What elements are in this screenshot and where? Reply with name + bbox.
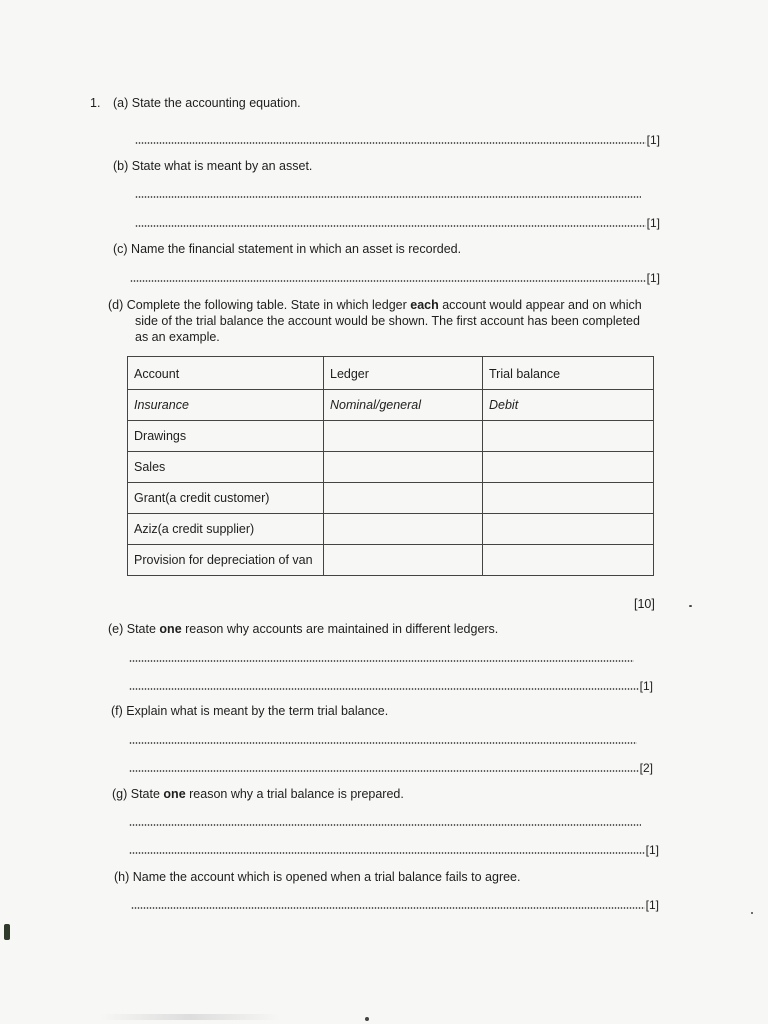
account-cell: Grant(a credit customer): [128, 483, 324, 514]
answer-line-h[interactable]: [131, 898, 659, 912]
ledger-table: [127, 356, 654, 576]
table-row-example: [128, 390, 654, 421]
trial-balance-answer-cell[interactable]: [483, 483, 654, 514]
example-ledger: Nominal/general: [324, 390, 483, 421]
scan-speck: [751, 912, 753, 914]
example-account: Insurance: [128, 390, 324, 421]
answer-line-e1[interactable]: [129, 651, 634, 665]
question-d-line2: side of the trial balance the account would be shown. The first account has been completed: [135, 314, 640, 328]
question-f-text: (f) Explain what is meant by the term trial balance.: [111, 704, 389, 718]
account-cell: Provision for depreciation of van: [128, 545, 324, 576]
scan-mark: [4, 924, 10, 940]
scan-speck: [365, 1017, 369, 1021]
mark-g: [1]: [645, 843, 659, 857]
question-h-text: (h) Name the account which is opened when a trial balance fails to agree.: [114, 870, 521, 884]
answer-line-c[interactable]: [130, 271, 660, 285]
ledger-answer-cell[interactable]: [324, 452, 483, 483]
ledger-answer-cell[interactable]: [324, 514, 483, 545]
table-row: [128, 545, 654, 576]
trial-balance-answer-cell[interactable]: [483, 421, 654, 452]
header-ledger: Ledger: [324, 357, 483, 390]
answer-line-a[interactable]: [135, 133, 660, 147]
ledger-answer-cell[interactable]: [324, 421, 483, 452]
question-a-text: (a) State the accounting equation.: [113, 96, 301, 110]
answer-line-f2[interactable]: [129, 761, 653, 775]
answer-line-g1[interactable]: [129, 815, 641, 829]
table-row: [128, 483, 654, 514]
table-row: [128, 421, 654, 452]
table-header-row: [128, 357, 654, 390]
question-c-text: (c) Name the financial statement in which an asset is recorded.: [113, 242, 462, 256]
trial-balance-answer-cell[interactable]: [483, 452, 654, 483]
question-e-text: (e) State one reason why accounts are maintained in different ledgers.: [108, 622, 499, 636]
mark-d: [10]: [634, 597, 655, 611]
mark-e: [1]: [639, 679, 653, 693]
answer-line-g2[interactable]: [129, 843, 659, 857]
question-g-text: (g) State one reason why a trial balance is prepared.: [112, 787, 404, 801]
question-d-line1: (d) Complete the following table. State in which ledger each account would appear and on which: [108, 298, 642, 312]
table-row: [128, 452, 654, 483]
account-cell: Sales: [128, 452, 324, 483]
question-b-text: (b) State what is meant by an asset.: [113, 159, 313, 173]
mark-c: [1]: [646, 271, 660, 285]
mark-a: [1]: [646, 133, 660, 147]
answer-line-e2[interactable]: [129, 679, 653, 693]
mark-h: [1]: [645, 898, 659, 912]
header-trial-balance: Trial balance: [483, 357, 654, 390]
example-trial-balance: Debit: [483, 390, 654, 421]
trial-balance-answer-cell[interactable]: [483, 514, 654, 545]
scan-speck: [689, 605, 692, 607]
answer-line-b1[interactable]: [135, 187, 641, 201]
scan-shadow: [100, 1014, 280, 1020]
question-number: 1.: [90, 96, 101, 110]
header-account: Account: [128, 357, 324, 390]
question-d-line3: as an example.: [135, 330, 220, 344]
ledger-answer-cell[interactable]: [324, 545, 483, 576]
ledger-answer-cell[interactable]: [324, 483, 483, 514]
account-cell: Drawings: [128, 421, 324, 452]
mark-b: [1]: [646, 216, 660, 230]
answer-line-f1[interactable]: [129, 733, 637, 747]
trial-balance-answer-cell[interactable]: [483, 545, 654, 576]
mark-f: [2]: [639, 761, 653, 775]
answer-line-b2[interactable]: [135, 216, 660, 230]
table-row: [128, 514, 654, 545]
account-cell: Aziz(a credit supplier): [128, 514, 324, 545]
